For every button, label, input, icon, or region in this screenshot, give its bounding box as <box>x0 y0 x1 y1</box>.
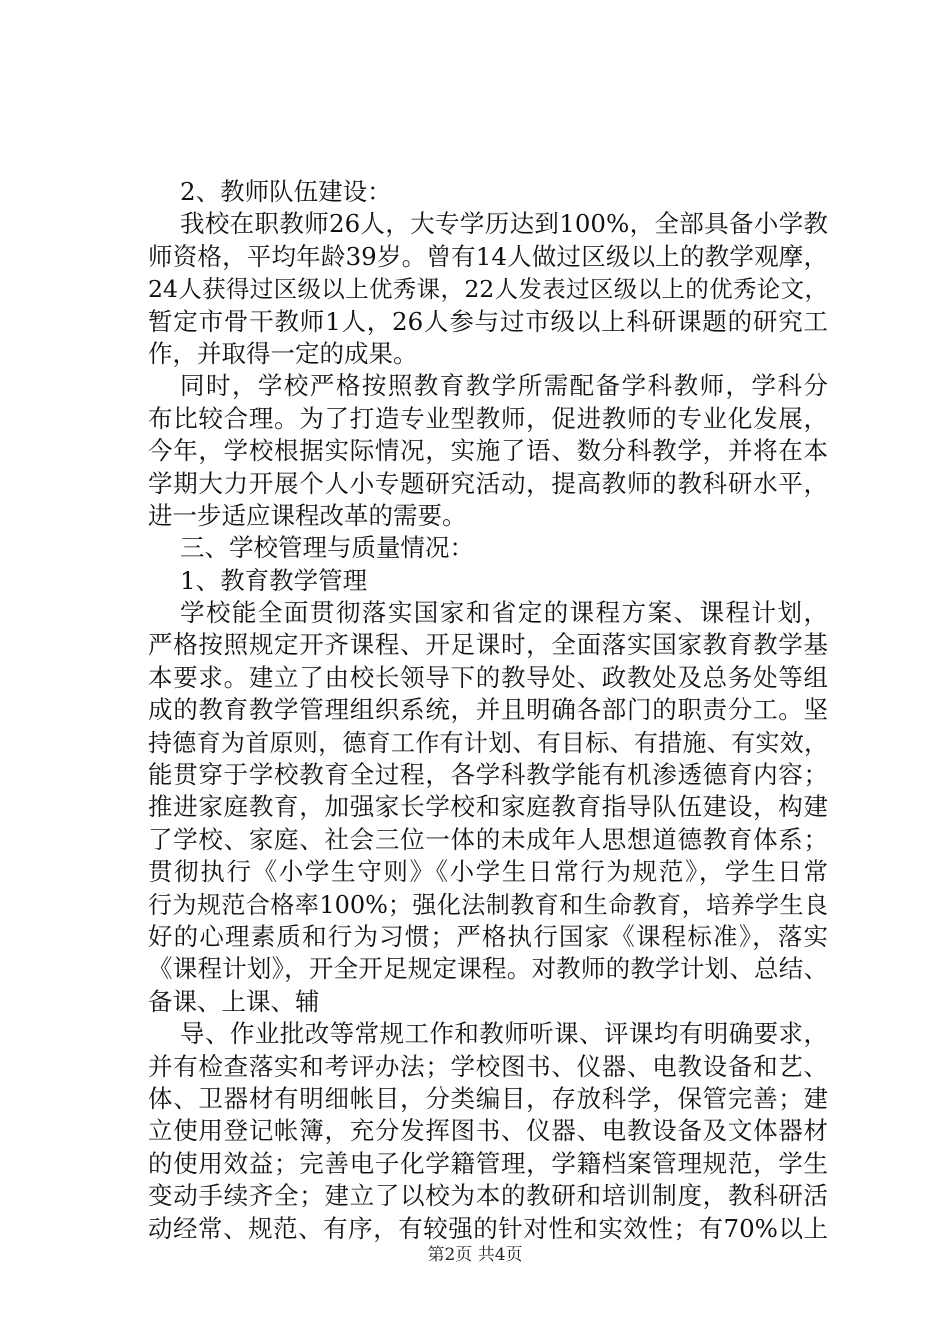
paragraph-line: 变动手续齐全；建立了以校为本的教研和培训制度，教科研活 <box>148 1181 828 1211</box>
paragraph-line: 能贯穿于学校教育全过程，各学科教学能有机渗透德育内容； <box>148 760 828 790</box>
paragraph-line: 同时，学校严格按照教育教学所需配备学科教师，学科分 <box>180 371 828 401</box>
paragraph-line: 作，并取得一定的成果。 <box>148 338 418 368</box>
paragraph-line: 我校在职教师26人，大专学历达到100%，全部具备小学教 <box>180 209 828 239</box>
subsection-heading: 1、教育教学管理 <box>180 565 368 595</box>
page-number-footer: 第2页 共4页 <box>427 1245 523 1265</box>
paragraph-line: 贯彻执行《小学生守则》《小学生日常行为规范》，学生日常 <box>148 857 828 887</box>
paragraph-line: 今年，学校根据实际情况，实施了语、数分科教学，并将在本 <box>148 436 828 466</box>
paragraph-line: 学期大力开展个人小专题研究活动，提高教师的教科研水平， <box>148 468 828 498</box>
paragraph-line: 行为规范合格率100%；强化法制教育和生命教育，培养学生良 <box>148 890 828 919</box>
paragraph-line: 并有检查落实和考评办法；学校图书、仪器、电教设备和艺、 <box>148 1051 828 1081</box>
paragraph-line: 成的教育教学管理组织系统，并且明确各部门的职责分工。坚 <box>148 695 828 725</box>
paragraph-line: 严格按照规定开齐课程、开足课时，全面落实国家教育教学基 <box>148 630 828 660</box>
paragraph-line: 学校能全面贯彻落实国家和省定的课程方案、课程计划， <box>180 598 828 628</box>
paragraph-line: 本要求。建立了由校长领导下的教导处、政教处及总务处等组 <box>148 662 828 692</box>
paragraph-line: 备课、上课、辅 <box>148 986 320 1016</box>
paragraph-line: 好的心理素质和行为习惯；严格执行国家《课程标准》，落实 <box>148 921 828 951</box>
paragraph-line: 进一步适应课程改革的需要。 <box>148 500 467 530</box>
paragraph-line: 《课程计划》，开全开足规定课程。对教师的教学计划、总结、 <box>148 954 828 984</box>
paragraph-line: 持德育为首原则，德育工作有计划、有目标、有措施、有实效， <box>148 728 828 757</box>
section-heading: 2、教师队伍建设： <box>180 177 392 206</box>
paragraph-line: 暂定市骨干教师1人，26人参与过市级以上科研课题的研究工 <box>148 306 828 336</box>
paragraph-line: 布比较合理。为了打造专业型教师，促进教师的专业化发展， <box>148 403 828 433</box>
section-heading: 三、学校管理与质量情况： <box>180 533 474 563</box>
paragraph-line: 师资格，平均年龄39岁。曾有14人做过区级以上的教学观摩， <box>148 241 828 271</box>
paragraph-line: 体、卫器材有明细帐目，分类编目，存放科学，保管完善；建 <box>148 1083 828 1113</box>
paragraph-line: 24人获得过区级以上优秀课，22人发表过区级以上的优秀论文， <box>148 275 828 304</box>
paragraph-line: 了学校、家庭、社会三位一体的未成年人思想道德教育体系； <box>148 824 828 854</box>
paragraph-line: 动经常、规范、有序，有较强的针对性和实效性；有70%以上 <box>148 1213 828 1243</box>
document-body <box>148 176 828 1245</box>
paragraph-line: 推进家庭教育，加强家长学校和家庭教育指导队伍建设，构建 <box>148 792 828 822</box>
paragraph-line: 立使用登记帐簿，充分发挥图书、仪器、电教设备及文体器材 <box>148 1116 828 1146</box>
paragraph-line: 导、作业批改等常规工作和教师听课、评课均有明确要求， <box>180 1019 828 1049</box>
paragraph-line: 的使用效益；完善电子化学籍管理，学籍档案管理规范，学生 <box>148 1148 828 1178</box>
